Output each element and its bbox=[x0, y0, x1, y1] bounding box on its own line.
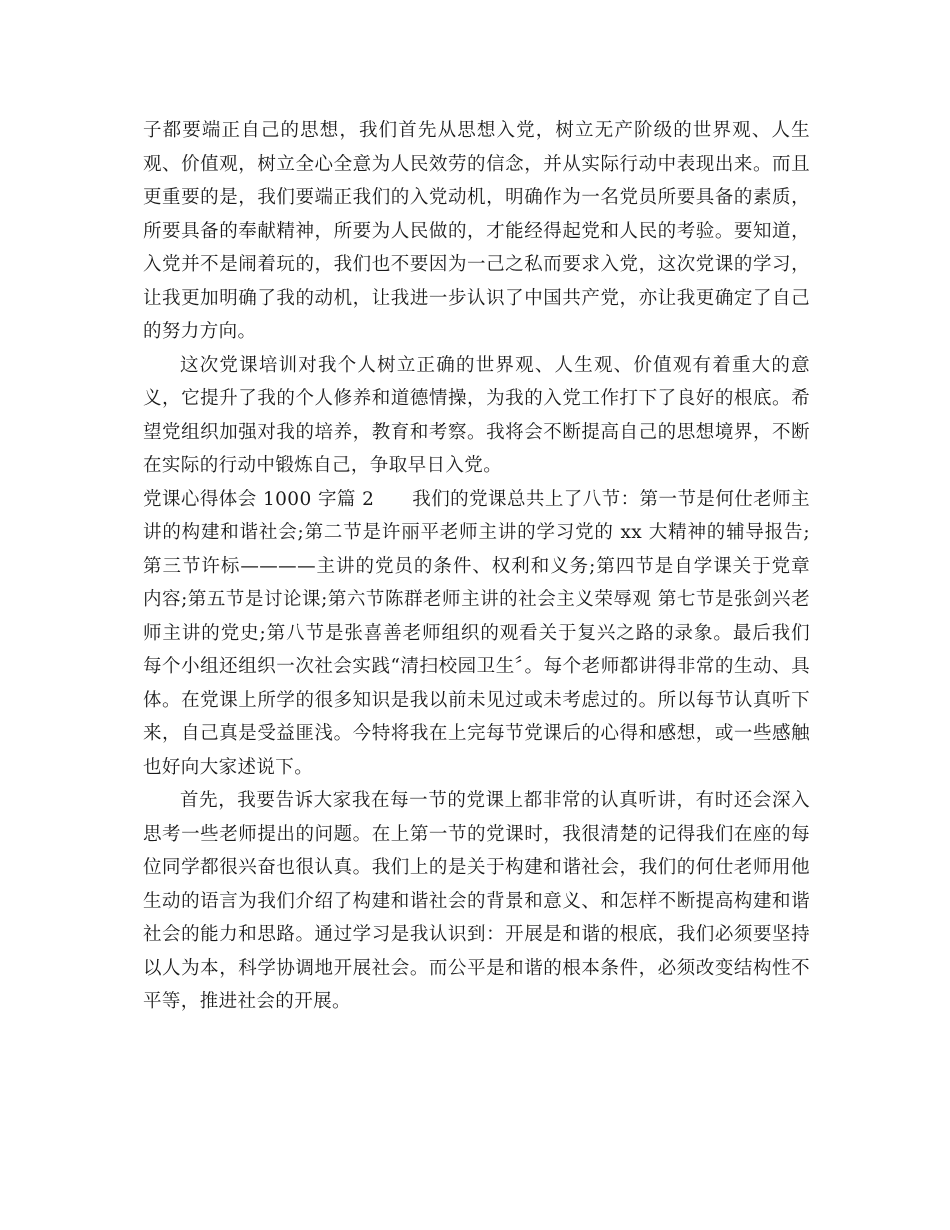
paragraph-first-lesson: 首先，我要告诉大家我在每一节的党课上都非常的认真听讲，有时还会深入思考一些老师提出的问题。在上第一节的党课时，我很清楚的记得我们在座的每位同学都很兴奋也很认真。我们上的是关于构建和谐社会，我们的何仕老师用他生动的语言为我们介绍了构建和谐社会的背景和意义、和怎样不断提高构建和谐社会的能力和思路。通过学习是我认识到：开展是和谐的根底，我们必须要坚持以人为本，科学协调地开展社会。而公平是和谐的根本条件，必须改变结构性不平等，推进社会的开展。 bbox=[143, 790, 810, 1012]
paragraph-article-2-intro: 党课心得体会 1000 字篇 2 我们的党课总共上了八节：第一节是何仕老师主讲的构建和谐社会;第二节是许丽平老师主讲的学习党的 xx 大精神的辅导报告;第三节许标————主讲的党员的条件、权利和义务;第四节是自学课关于党章内容;第五节是讨论课;第六节陈群老师主讲的社会主义荣辱观 第七节是张剑兴老师主讲的党史;第八节是张喜善老师组织的观看关于复兴之路的录象。最后我们每个小组还组织一次社会实践“清扫校园卫生〞。每个老师都讲得非常的生动、具体。在党课上所学的很多知识是我以前未见过或未考虑过的。所以每节认真听下来，自己真是受益匪浅。今特将我在上完每节党课后的心得和感想，或一些感触也好向大家述说下。 bbox=[143, 488, 810, 778]
paragraph-continuation: 子都要端正自己的思想，我们首先从思想入党，树立无产阶级的世界观、人生观、价值观，树立全心全意为人民效劳的信念，并从实际行动中表现出来。而且更重要的是，我们要端正我们的入党动机，明确作为一名党员所要具备的素质，所要具备的奉献精神，所要为人民做的，才能经得起党和人民的考验。要知道，入党并不是闹着玩的，我们也不要因为一己之私而要求入党，这次党课的学习，让我更加明确了我的动机，让我进一步认识了中国共产党，亦让我更确定了自己的努力方向。 bbox=[143, 120, 810, 342]
document-body bbox=[143, 114, 810, 1019]
paragraph-training-significance: 这次党课培训对我个人树立正确的世界观、人生观、价值观有着重大的意义，它提升了我的个人修养和道德情操，为我的入党工作打下了良好的根底。希望党组织加强对我的培养，教育和考察。我将会不断提高自己的思想境界，不断在实际的行动中锻炼自己，争取早日入党。 bbox=[143, 354, 810, 476]
